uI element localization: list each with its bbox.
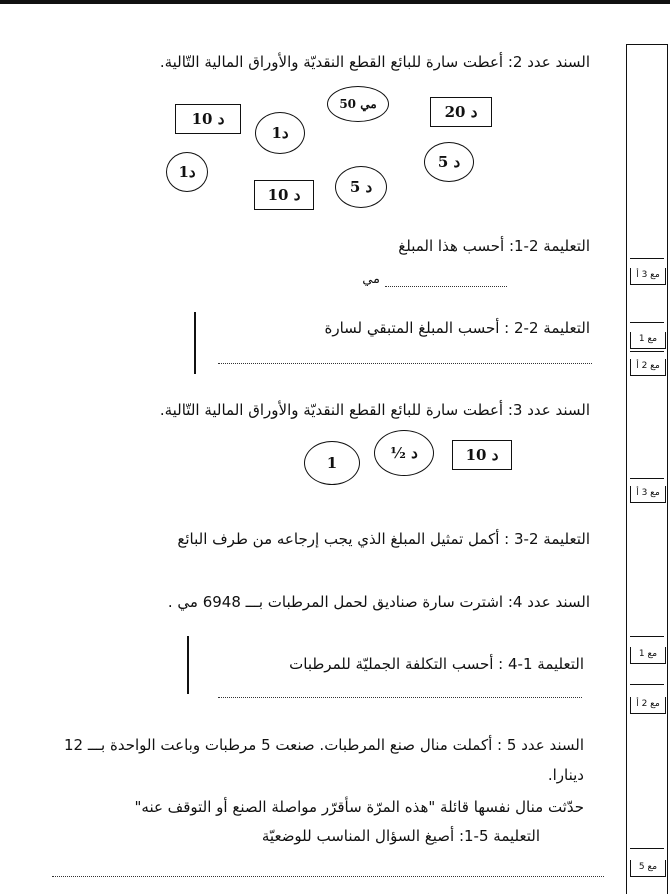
- answer-line[interactable]: [52, 876, 604, 877]
- sanad5-line3: حدّثت منال نفسها قائلة "هذه المرّة سأقرّر مواصلة الصنع أو التوقف عنه": [134, 798, 584, 816]
- vertical-separator: [194, 312, 196, 374]
- coin: 1د: [166, 152, 208, 192]
- task-2-2-instruction: التعليمة 2-2 : أحسب المبلغ المتبقي لسارة: [324, 319, 590, 337]
- coin: 1د: [255, 112, 305, 154]
- sanad5-line1: السند عدد 5 : أكملت منال صنع المرطبات. صنعت 5 مرطبات وباعت الواحدة بـــ 12: [64, 736, 584, 754]
- criterion-box: مع 1: [630, 647, 666, 664]
- sanad5-line2: دينارا.: [547, 766, 584, 784]
- criterion-box: مع 2 أ: [630, 359, 666, 376]
- criterion-box: مع 1: [630, 332, 666, 349]
- task-2-1-instruction: التعليمة 2-1: أحسب هذا المبلغ: [398, 237, 590, 255]
- criterion-divider: [630, 351, 664, 352]
- answer-line[interactable]: [218, 697, 582, 698]
- criterion-divider: [630, 684, 664, 685]
- coin: 5 د: [335, 166, 387, 208]
- banknote: 10 د: [254, 180, 314, 210]
- top-border: [0, 0, 670, 4]
- sanad2-title: السند عدد 2: أعطت سارة للبائع القطع النقديّة والأوراق المالية التّالية.: [159, 53, 590, 71]
- criterion-divider: [630, 258, 664, 259]
- task-2-1-unit: مي: [362, 272, 380, 287]
- criterion-divider: [630, 478, 664, 479]
- sanad4-title: السند عدد 4: اشترت سارة صناديق لحمل المرطبات بـــ 6948 مي .: [167, 593, 590, 611]
- coin: 5 د: [424, 142, 474, 182]
- answer-line[interactable]: [218, 363, 592, 364]
- criterion-divider: [630, 322, 664, 323]
- criterion-divider: [630, 848, 664, 849]
- task-5-1-instruction: التعليمة 5-1: أصيغ السؤال المناسب للوضعيّة: [261, 827, 540, 845]
- banknote: 10 د: [175, 104, 241, 134]
- banknote: 20 د: [430, 97, 492, 127]
- criterion-box: مع 2 أ: [630, 697, 666, 714]
- coin: ½ د: [374, 430, 434, 476]
- banknote: 10 د: [452, 440, 512, 470]
- criterion-box: مع 3 أ: [630, 268, 666, 285]
- task-2-3-instruction: التعليمة 2-3 : أكمل تمثيل المبلغ الذي يجب إرجاعه من طرف البائع: [177, 530, 590, 548]
- sanad3-title: السند عدد 3: أعطت سارة للبائع القطع النقديّة والأوراق المالية التّالية.: [159, 401, 590, 419]
- vertical-separator: [187, 636, 189, 694]
- task-4-1-instruction: التعليمة 1-4 : أحسب التكلفة الجمليّة للمرطبات: [289, 655, 584, 673]
- answer-line[interactable]: [385, 286, 507, 287]
- criterion-divider: [630, 636, 664, 637]
- coin: 1: [304, 441, 360, 485]
- coin: 50 مي: [327, 86, 389, 122]
- criterion-box: مع 5: [630, 860, 666, 877]
- criterion-box: مع 3 أ: [630, 486, 666, 503]
- grading-column: [626, 44, 668, 894]
